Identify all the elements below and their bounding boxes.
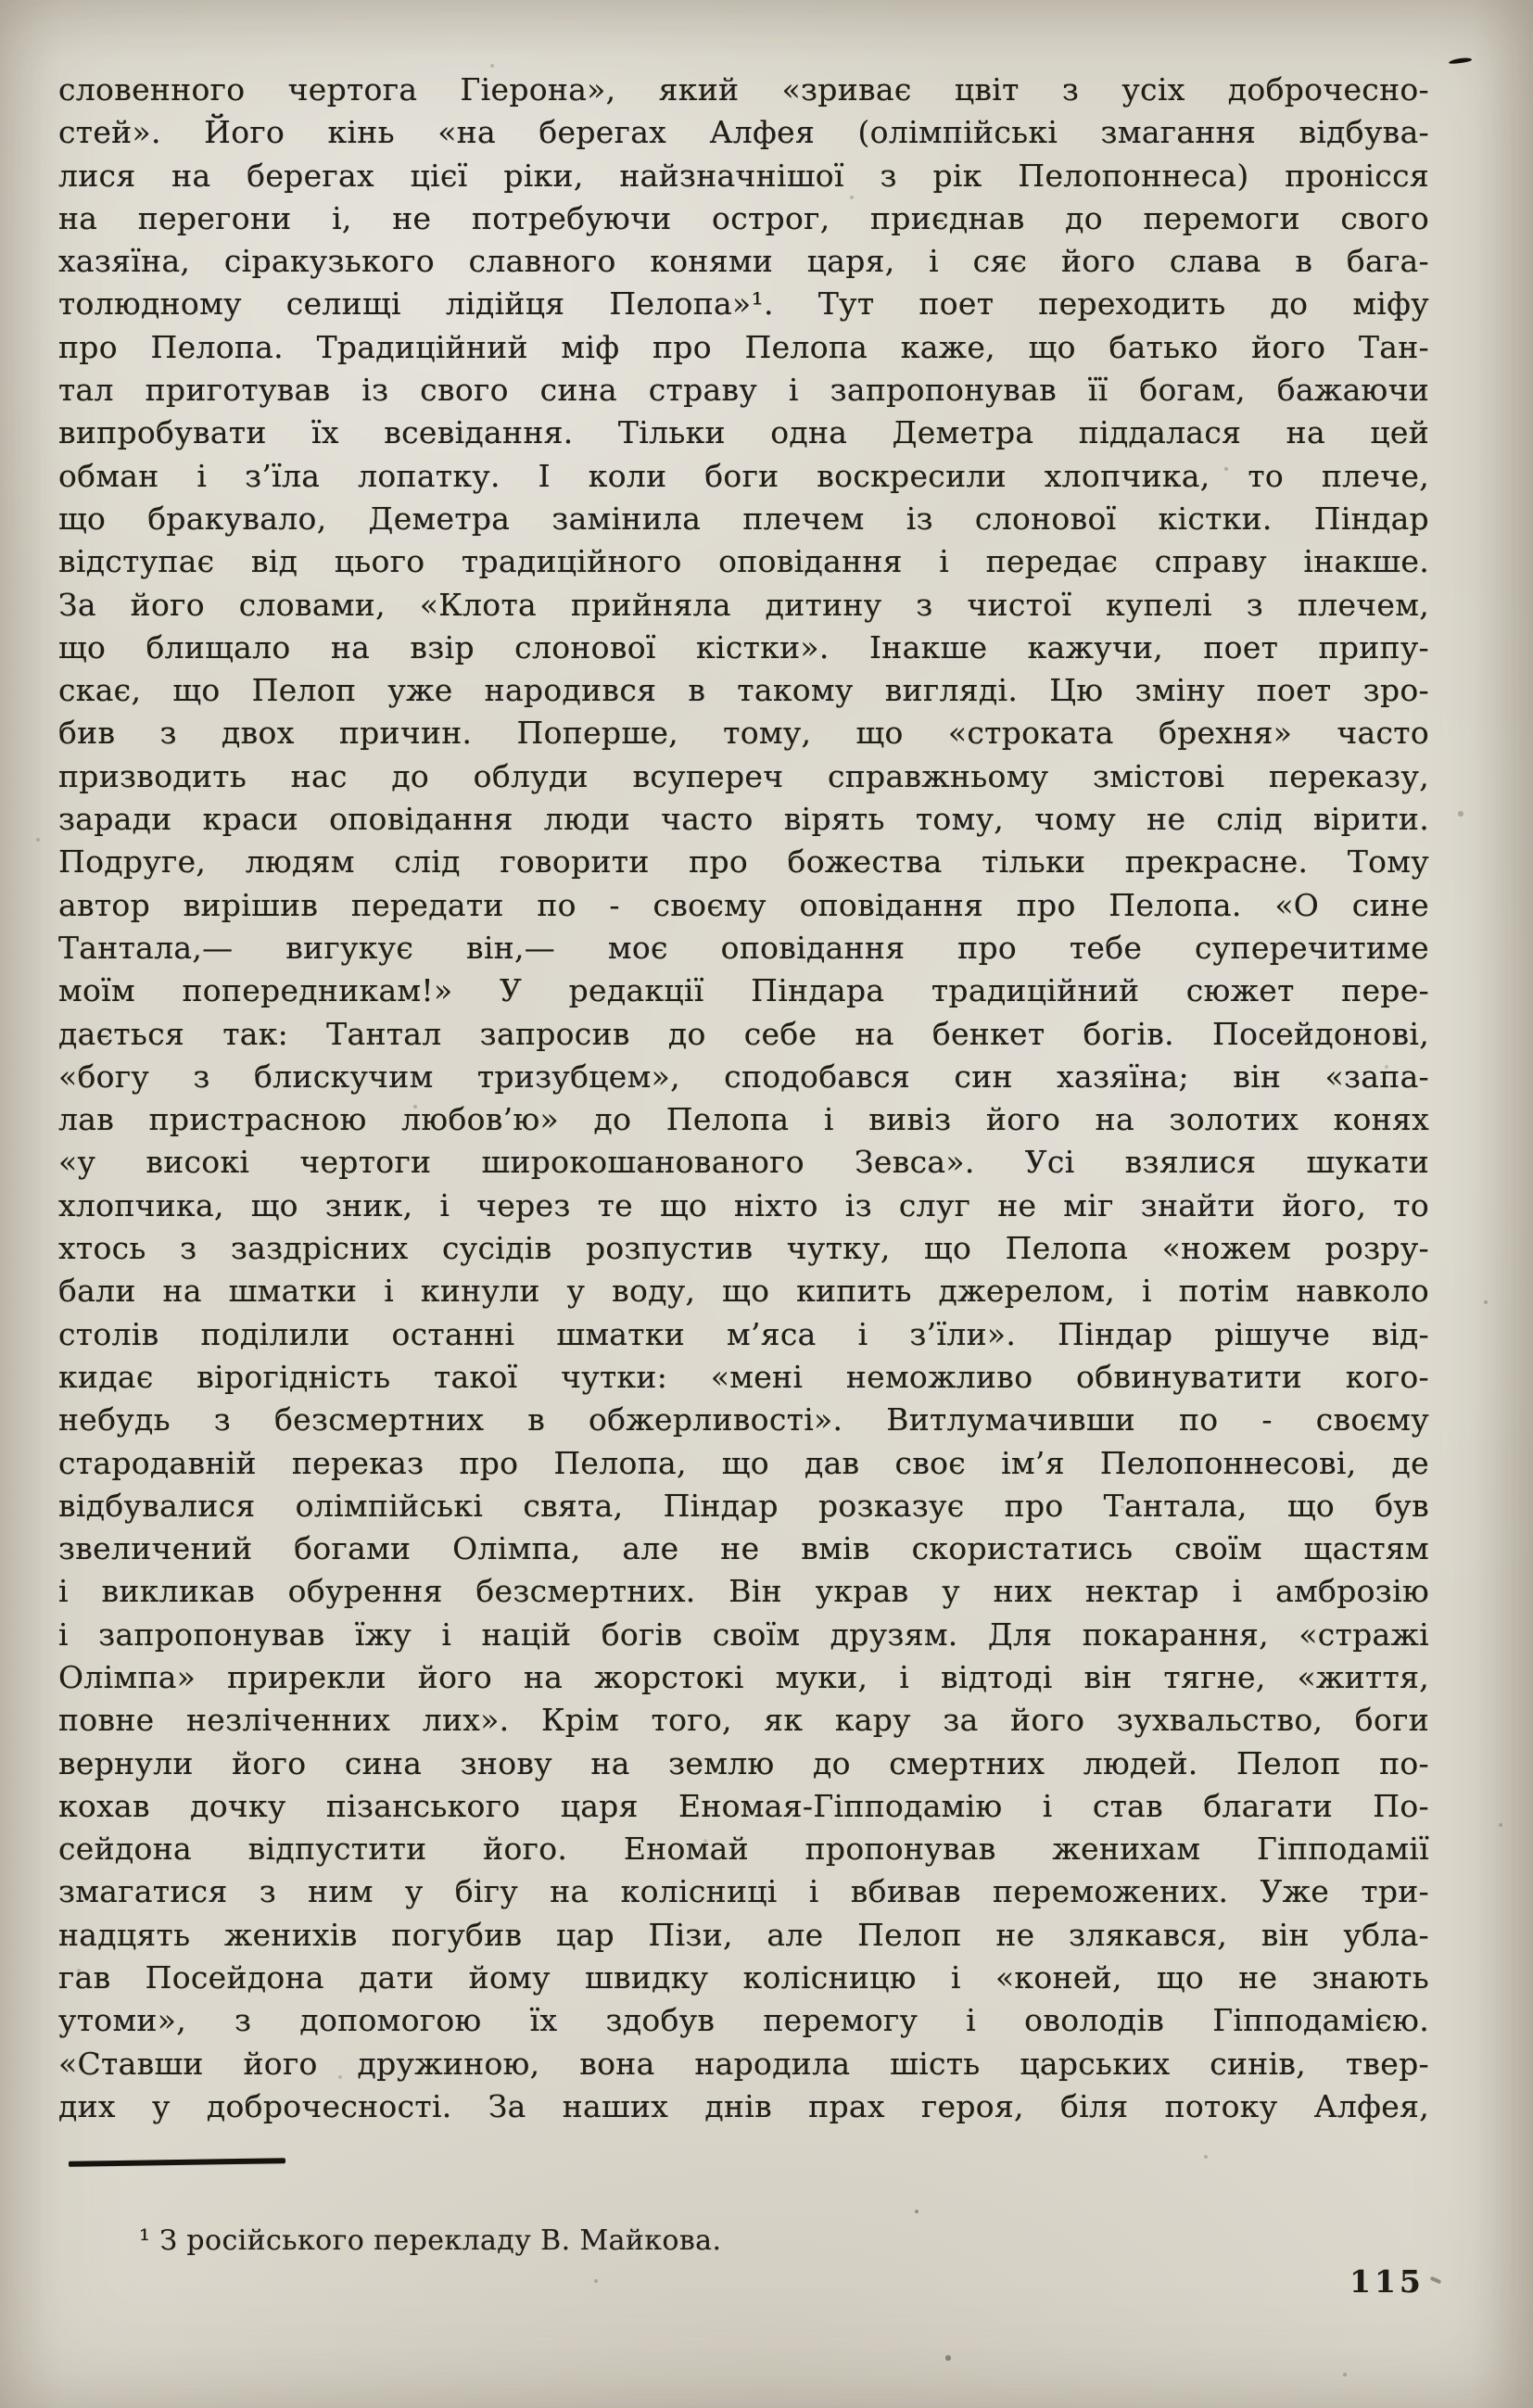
text-line: що бракувало, Деметра замінила плечем із слонової кістки. Піндар bbox=[58, 500, 1429, 537]
text-line: відступає від цього традиційного оповідання і передає справу інакше. bbox=[58, 543, 1429, 580]
text-line: За його словами, «Клота прийняла дитину з чистої купелі з плечем, bbox=[58, 586, 1429, 623]
text-line: хтось з заздрісних сусідів розпустив чутку, що Пелопа «ножем розру- bbox=[58, 1230, 1429, 1267]
text-line: стей». Його кінь «на берегах Алфея (олімпійські змагання відбува- bbox=[58, 114, 1429, 151]
text-line: Тантала,— вигукує він,— моє оповідання про тебе суперечитиме bbox=[58, 929, 1429, 966]
text-line: гав Посейдона дати йому швидку колісницю і «коней, що не знають bbox=[58, 1959, 1429, 1996]
text-line: скає, що Пелоп уже народився в такому вигляді. Цю зміну поет зро- bbox=[58, 672, 1429, 709]
text-line: про Пелопа. Традиційний міф про Пелопа каже, що батько його Тан- bbox=[58, 328, 1429, 365]
text-line: словенного чертога Гіерона», який «зриває цвіт з усіх доброчесно- bbox=[58, 71, 1429, 108]
text-line: «Ставши його дружиною, вона народила шість царських синів, твер- bbox=[58, 2045, 1429, 2082]
text-line: призводить нас до облуди всупереч справжньому змістові переказу, bbox=[58, 757, 1429, 794]
text-line: небудь з безсмертних в обжерливості». Витлумачивши по - своєму bbox=[58, 1401, 1429, 1438]
ink-mark bbox=[1449, 57, 1472, 64]
text-line: дається так: Тантал запросив до себе на бенкет богів. Посейдонові, bbox=[58, 1015, 1429, 1052]
text-line: вернули його сина знову на землю до смертних людей. Пелоп по- bbox=[58, 1744, 1429, 1781]
text-line: «у високі чертоги широкошанованого Зевса». Усі взялися шукати bbox=[58, 1144, 1429, 1181]
page-number: 115 bbox=[1349, 2263, 1425, 2300]
footnote-divider bbox=[69, 2158, 285, 2167]
text-line: відбувалися олімпійські свята, Піндар розказує про Тантала, що був bbox=[58, 1487, 1429, 1524]
text-line: і запропонував їжу і націй богів своїм друзям. Для покарання, «стражі bbox=[58, 1616, 1429, 1653]
text-line: Подруге, людям слід говорити про божества тільки прекрасне. Тому bbox=[58, 843, 1429, 881]
body-text bbox=[58, 69, 1429, 2128]
text-line: хлопчика, що зник, і через те що ніхто із слуг не міг знайти його, то bbox=[58, 1186, 1429, 1223]
text-line: дих у доброчесності. За наших днів прах героя, біля потоку Алфея, bbox=[58, 2087, 1429, 2124]
text-line: лися на берегах цієї ріки, найзначнішої з рік Пелопоннеса) пронісся bbox=[58, 157, 1429, 194]
footnote: ¹ З російського перекладу В. Майкова. bbox=[139, 2224, 722, 2257]
text-line: кохав дочку пізанського царя Еномая-Гіпподамію і став благати По- bbox=[58, 1787, 1429, 1824]
text-line: повне незліченних лих». Крім того, як кару за його зухвальство, боги bbox=[58, 1702, 1429, 1739]
text-line: обман і з’їла лопатку. І коли боги воскресили хлопчика, то плече, bbox=[58, 457, 1429, 494]
text-line: випробувати їх всевідання. Тільки одна Деметра піддалася на цей bbox=[58, 414, 1429, 451]
text-line: кидає вірогідність такої чутки: «мені неможливо обвинуватити кого- bbox=[58, 1358, 1429, 1395]
paper-specks bbox=[0, 0, 2, 2]
text-line: лав пристрасною любов’ю» до Пелопа і вивіз його на золотих конях bbox=[58, 1101, 1429, 1138]
text-line: бали на шматки і кинули у воду, що кипить джерелом, і потім навколо bbox=[58, 1273, 1429, 1310]
text-line: автор вирішив передати по - своєму оповідання про Пелопа. «О сине bbox=[58, 886, 1429, 923]
text-line: змагатися з ним у бігу на колісниці і вбивав переможених. Уже три- bbox=[58, 1873, 1429, 1910]
text-line: Олімпа» прирекли його на жорстокі муки, і відтоді він тягне, «життя, bbox=[58, 1658, 1429, 1695]
text-line: сейдона відпустити його. Еномай пропонував женихам Гіпподамії bbox=[58, 1831, 1429, 1868]
text-line: моїм попередникам!» У редакції Піндара традиційний сюжет пере- bbox=[58, 972, 1429, 1009]
text-line: столів поділили останні шматки м’яса і з’їли». Піндар рішуче від- bbox=[58, 1315, 1429, 1352]
text-line: «богу з блискучим тризубцем», сподобався син хазяїна; він «запа- bbox=[58, 1058, 1429, 1095]
text-line: і викликав обурення безсмертних. Він украв у них нектар і амброзію bbox=[58, 1573, 1429, 1610]
text-line: на перегони і, не потребуючи острог, приєднав до перемоги свого bbox=[58, 199, 1429, 236]
text-line: толюдному селищі лідійця Пелопа»¹. Тут поет переходить до міфу bbox=[58, 285, 1429, 323]
ink-smudge bbox=[1430, 2276, 1442, 2285]
text-line: стародавній переказ про Пелопа, що дав своє ім’я Пелопоннесові, де bbox=[58, 1444, 1429, 1481]
text-line: хазяїна, сіракузького славного конями царя, і сяє його слава в бага- bbox=[58, 243, 1429, 280]
text-line: звеличений богами Олімпа, але не вмів скористатись своїм щастям bbox=[58, 1530, 1429, 1567]
text-line: заради краси оповідання люди часто вірять тому, чому не слід вірити. bbox=[58, 801, 1429, 838]
text-line: що блищало на взір слонової кістки». Інакше кажучи, поет припу- bbox=[58, 628, 1429, 665]
text-line: надцять женихів погубив цар Пізи, але Пелоп не злякався, він убла- bbox=[58, 1916, 1429, 1953]
text-line: бив з двох причин. Поперше, тому, що «строката брехня» часто bbox=[58, 715, 1429, 752]
text-line: тал приготував із свого сина страву і запропонував її богам, бажаючи bbox=[58, 372, 1429, 409]
text-line: утоми», з допомогою їх здобув перемогу і оволодів Гіпподамією. bbox=[58, 2002, 1429, 2039]
